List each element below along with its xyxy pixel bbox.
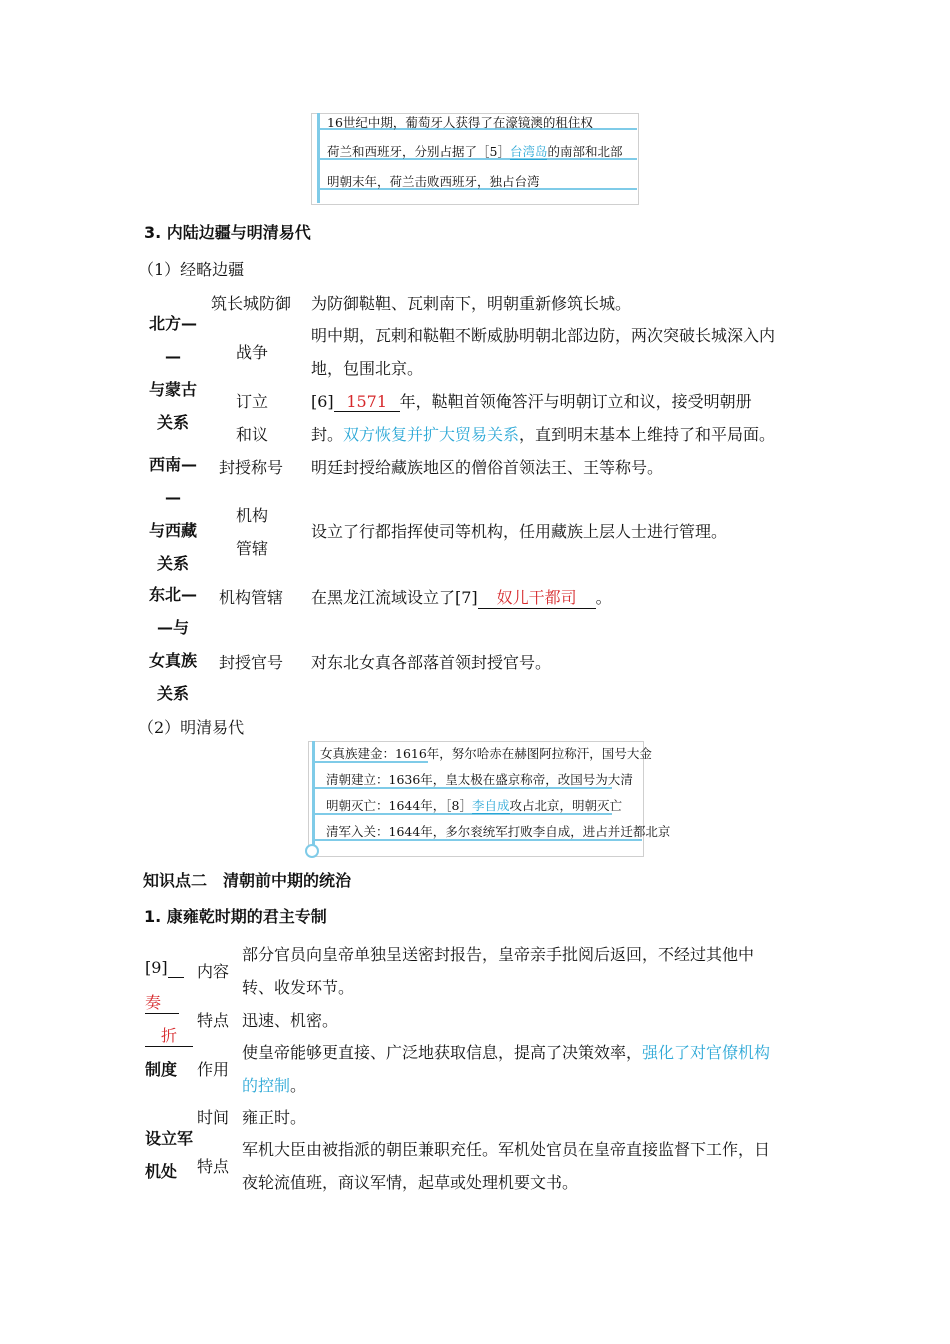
- answer-6: 1571: [346, 392, 388, 411]
- table-cell-text: 迅速、机密。: [242, 1011, 339, 1030]
- subsection-heading: （1）经略边疆: [138, 260, 245, 279]
- answer-9-char2: 折: [160, 1026, 177, 1045]
- table-cell-label: 封授官号: [219, 653, 284, 672]
- row-header-line: 关系: [156, 684, 189, 703]
- row-header-line: 西南—: [148, 455, 197, 474]
- table-cell-label: 作用: [197, 1060, 230, 1079]
- table-cell-text: 明廷封授给藏族地区的僧俗首领法王、王等称号。: [311, 458, 664, 477]
- table-row-header: 制度: [145, 1060, 178, 1079]
- timeline-row: 清朝建立：1636年，皇太极在盛京称帝，改国号为大清: [326, 772, 633, 787]
- table-cell-label: 和议: [236, 425, 269, 444]
- table-cell-text: 对东北女真各部落首领封授官号。: [311, 653, 552, 672]
- blank-number: [9]: [145, 958, 168, 977]
- row-header-line: 关系: [156, 413, 189, 432]
- table-cell-text: 地，包围北京。: [311, 359, 424, 378]
- table-cell-label: 订立: [236, 392, 269, 411]
- timeline-row-prefix: 明朝灭亡：1644年，［8］: [326, 798, 473, 813]
- table-row-header: [148, 307, 198, 439]
- timeline-row-prefix: 荷兰和西班牙，分别占据了［5］: [327, 144, 510, 159]
- table-row-header: [145, 1122, 193, 1188]
- table-cell-label: 时间: [197, 1108, 230, 1127]
- table-cell-text-suffix: 年，鞑靼首领俺答汗与明朝订立和议，接受明朝册: [399, 392, 752, 411]
- table-cell-label: 机构: [236, 506, 269, 525]
- row-header-line: 与蒙古: [148, 380, 197, 399]
- timeline-end-marker: [305, 844, 319, 858]
- table-cell-label: 特点: [197, 1011, 230, 1030]
- table-cell-text: 转、收发环节。: [242, 978, 355, 997]
- table-cell-text: 军机大臣由被指派的朝臣兼职充任。军机处官员在皇帝直接监督下工作，日: [242, 1140, 771, 1159]
- timeline-row: 明朝末年，荷兰击败西班牙，独占台湾: [327, 174, 540, 189]
- row-header-line: 东北—: [148, 585, 197, 604]
- answer-7: 奴儿干都司: [496, 588, 577, 607]
- table-cell-label: 管辖: [236, 539, 269, 558]
- row-header-line: 机处: [145, 1162, 178, 1181]
- row-header-line: —与: [156, 618, 189, 637]
- table-cell-text: 部分官员向皇帝单独呈送密封报告，皇帝亲手批阅后返回，不经过其他中: [242, 945, 755, 964]
- timeline-row: 女真族建金：1616年，努尔哈赤在赫图阿拉称汗，国号大金: [320, 746, 652, 761]
- row-header-line: 关系: [156, 554, 189, 573]
- highlight-text: 的控制: [242, 1076, 291, 1095]
- row-header-line: —: [165, 347, 181, 366]
- table-cell-label: 机构管辖: [219, 588, 284, 607]
- row-header-line: 北方—: [148, 314, 197, 333]
- table-cell-label: 封授称号: [219, 458, 284, 477]
- timeline-row: [327, 142, 623, 160]
- row-header-line: —: [165, 488, 181, 507]
- answer-8: 李自成: [472, 798, 510, 813]
- table-cell-text: [311, 422, 775, 445]
- text-fragment: 封。: [311, 425, 344, 444]
- table-row-header: [148, 448, 198, 580]
- timeline-row: 16世纪中期，葡萄牙人获得了在濠镜澳的租住权: [327, 115, 593, 130]
- timeline-axis: [312, 741, 315, 849]
- table-row-header: [145, 958, 184, 978]
- timeline-row: [326, 796, 622, 814]
- table-cell-text: [242, 1040, 770, 1063]
- table-cell-label: 内容: [197, 962, 230, 981]
- text-fragment: 在黑龙江流域设立了[7]: [311, 588, 478, 607]
- table-cell-text: 为防御鞑靼、瓦剌南下，明朝重新修筑长城。: [311, 294, 632, 313]
- table-cell-label: 筑长城防御: [211, 294, 292, 313]
- answer-6-blank: [334, 392, 400, 412]
- row-header-line: 女真族: [148, 651, 197, 670]
- section-heading: 3. 内陆边疆与明清易代: [144, 223, 311, 242]
- timeline-row-suffix: 的南部和北部: [547, 144, 623, 159]
- text-fragment: 。: [595, 588, 612, 607]
- row-header-line: 与西藏: [148, 521, 197, 540]
- table-cell-text: 夜轮流值班，商议军情，起草或处理机要文书。: [242, 1173, 579, 1192]
- table-cell-text: [311, 585, 612, 609]
- timeline-row: 清军入关：1644年，多尔衮统军打败李自成，进占并迁都北京: [326, 824, 671, 839]
- answer-9-blank: [145, 990, 179, 1014]
- answer-9-char1: 奏: [145, 993, 162, 1012]
- answer-7-blank: [478, 585, 596, 609]
- section-heading: 1. 康雍乾时期的君主专制: [144, 907, 327, 926]
- text-fragment: 。: [290, 1076, 307, 1095]
- text-fragment: ，直到明末基本上维持了和平局面。: [519, 425, 776, 444]
- answer-5: 台湾岛: [509, 144, 548, 159]
- figure-ming-qing-timeline: [308, 741, 671, 857]
- figure-taiwan-timeline: [311, 113, 639, 205]
- table-cell-text: [242, 1073, 306, 1096]
- highlight-text: 双方恢复并扩大贸易关系: [343, 425, 520, 444]
- knowledge-point-heading: 知识点二 清朝前中期的统治: [143, 871, 352, 890]
- table-cell-label: 战争: [236, 343, 269, 362]
- table-cell-text: 雍正时。: [242, 1108, 307, 1127]
- table-cell-label: 特点: [197, 1157, 230, 1176]
- subsection-heading: （2）明清易代: [138, 718, 245, 737]
- answer-9-line1: [145, 990, 179, 1014]
- row-header-line: 设立军: [145, 1129, 194, 1148]
- table-cell-text: [311, 389, 752, 412]
- highlight-text: 强化了对官僚机构: [642, 1043, 771, 1062]
- table-cell-text: 设立了行都指挥使司等机构，任用藏族上层人士进行管理。: [311, 522, 728, 541]
- text-fragment: 使皇帝能够更直接、广泛地获取信息，提高了决策效率，: [242, 1043, 643, 1062]
- blank-line: [168, 958, 184, 978]
- blank-number: [6]: [311, 392, 334, 411]
- answer-9-line2: [145, 1023, 193, 1047]
- timeline-row-suffix: 攻占北京，明朝灭亡: [509, 798, 623, 813]
- table-cell-text: 明中期，瓦剌和鞑靼不断威胁明朝北部边防，两次突破长城深入内: [311, 326, 776, 345]
- table-row-header: [148, 578, 198, 710]
- answer-9-blank: [145, 1023, 193, 1047]
